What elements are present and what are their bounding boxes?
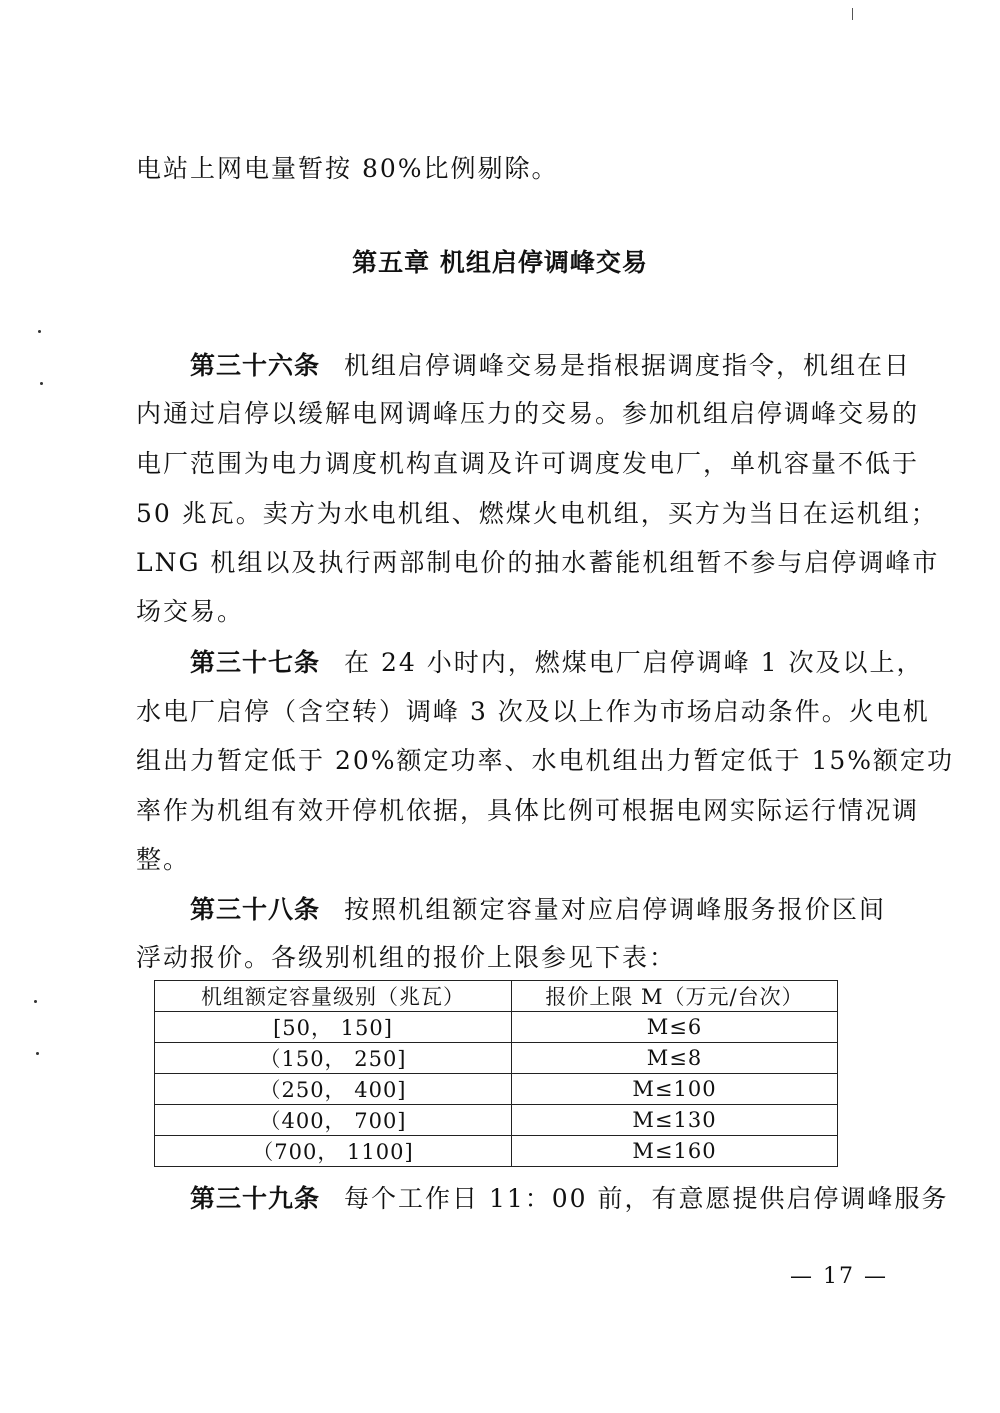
table-cell-price-cap: M≤8 [512, 1043, 838, 1074]
table-header-price-cap: 报价上限 M（万元/台次） [512, 981, 838, 1012]
article-37-line-3: 组出力暂定低于 20%额定功率、水电机组出力暂定低于 15%额定功 [136, 746, 955, 775]
article-37-line-2: 水电厂启停（含空转）调峰 3 次及以上作为市场启动条件。火电机 [136, 697, 930, 726]
article-36-line-6: 场交易。 [136, 597, 245, 626]
article-38-line-2: 浮动报价。各级别机组的报价上限参见下表： [136, 943, 677, 972]
scan-dot [38, 330, 41, 333]
article-39-label: 第三十九条 [190, 1184, 321, 1213]
table-header-capacity: 机组额定容量级别（兆瓦） [155, 981, 512, 1012]
table-row [155, 1105, 838, 1136]
article-36-line-1 [190, 349, 912, 383]
price-cap-table [154, 980, 838, 1167]
article-39-line-1 [190, 1182, 949, 1216]
article-36-label: 第三十六条 [190, 351, 321, 380]
continuation-line: 电站上网电量暂按 80%比例剔除。 [136, 154, 559, 183]
table-row [155, 1074, 838, 1105]
article-39-text-1: 每个工作日 11：00 前，有意愿提供启停调峰服务 [344, 1184, 949, 1213]
article-37-line-1 [190, 646, 924, 680]
scan-dot [34, 1000, 37, 1003]
scan-mark [852, 8, 853, 20]
article-38-line-1 [190, 893, 886, 927]
table-cell-capacity: （400， 700] [155, 1105, 512, 1136]
table-cell-price-cap: M≤100 [512, 1074, 838, 1105]
table-row [155, 1136, 838, 1167]
table-cell-capacity: （700， 1100] [155, 1136, 512, 1167]
table-cell-capacity: （250， 400] [155, 1074, 512, 1105]
page-number: — 17 — [790, 1264, 888, 1289]
table-cell-capacity: （150， 250] [155, 1043, 512, 1074]
article-38-label: 第三十八条 [190, 895, 321, 924]
table-header-row [155, 981, 838, 1012]
table-cell-price-cap: M≤160 [512, 1136, 838, 1167]
table-cell-capacity: [50， 150] [155, 1012, 512, 1043]
scan-dot [36, 1052, 39, 1055]
article-37-line-5: 整。 [136, 845, 191, 874]
article-37-text-1: 在 24 小时内，燃煤电厂启停调峰 1 次及以上， [344, 648, 924, 677]
article-36-text-1: 机组启停调峰交易是指根据调度指令，机组在日 [344, 351, 912, 380]
article-36-line-3: 电厂范围为电力调度机构直调及许可调度发电厂，单机容量不低于 [136, 449, 920, 478]
chapter-title: 第五章 机组启停调峰交易 [352, 248, 648, 277]
article-36-line-5: LNG 机组以及执行两部制电价的抽水蓄能机组暂不参与启停调峰市 [136, 548, 940, 577]
scan-dot [40, 382, 43, 385]
article-36-line-4: 50 兆瓦。卖方为水电机组、燃煤火电机组，买方为当日在运机组； [136, 499, 938, 528]
article-36-line-2: 内通过启停以缓解电网调峰压力的交易。参加机组启停调峰交易的 [136, 399, 920, 428]
table-cell-price-cap: M≤130 [512, 1105, 838, 1136]
table-row [155, 1012, 838, 1043]
article-38-text-1: 按照机组额定容量对应启停调峰服务报价区间 [344, 895, 886, 924]
article-37-label: 第三十七条 [190, 648, 321, 677]
table-cell-price-cap: M≤6 [512, 1012, 838, 1043]
table-row [155, 1043, 838, 1074]
article-37-line-4: 率作为机组有效开停机依据，具体比例可根据电网实际运行情况调 [136, 796, 920, 825]
